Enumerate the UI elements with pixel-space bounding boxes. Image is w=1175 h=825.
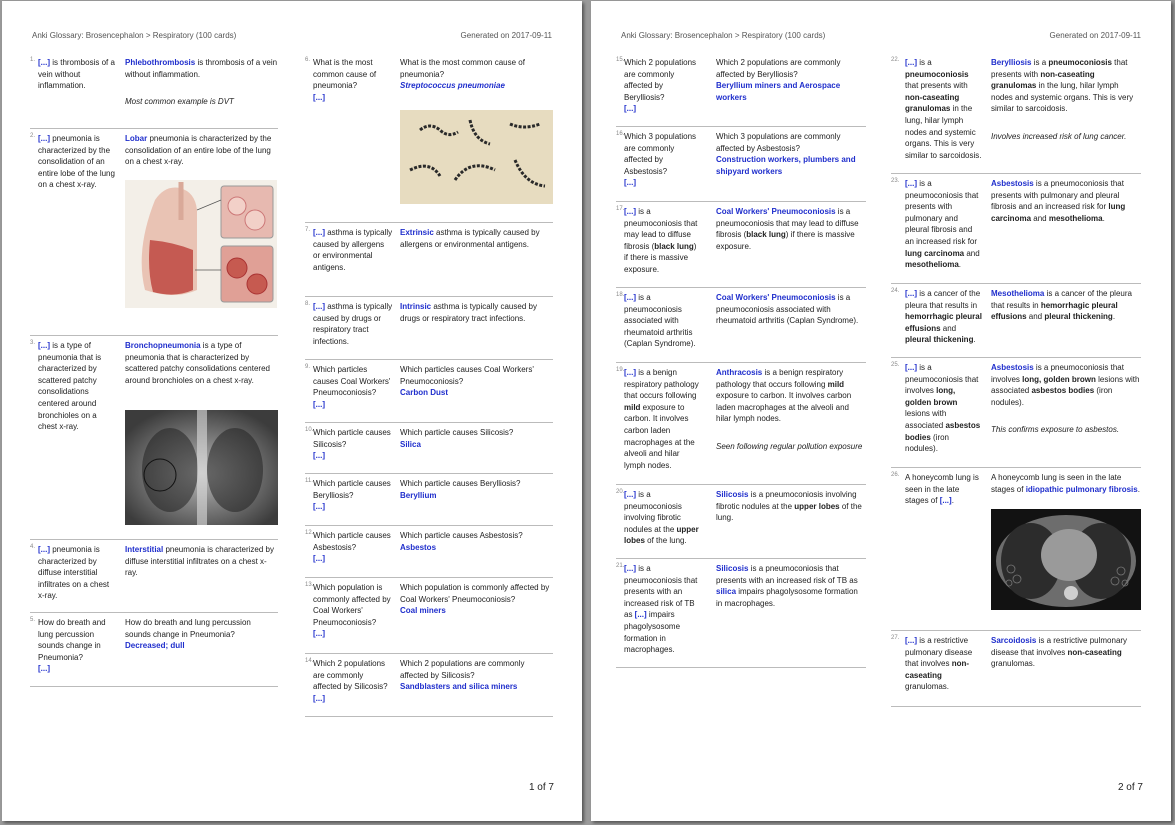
card-answer: Which particle causes Asbestosis? Asbestos [400,531,523,552]
card-answer: How do breath and lung percussion sounds change in Pneumonia? Decreased; dull [125,618,251,651]
card-answer: Which population is commonly affected by Coal Workers' Pneumoconiosis? Coal miners [400,583,550,616]
card-1 [30,53,278,129]
card-extra: This confirms exposure to asbestos. [991,425,1120,435]
card-16 [616,127,866,202]
card-question: [...] is a pneumoconiosis that presents with an increased risk of TB as [...] impairs phagolysosome formation in macrophages. [624,564,698,655]
card-question: Which 3 populations are commonly affected by Asbestosis? [...] [624,132,697,188]
lobar-pneumonia-illustration [125,180,277,308]
card-answer: Which 2 populations are commonly affected by Berylliosis? Beryllium miners and Aerospace workers [716,58,841,102]
card-number: 26. [891,472,900,478]
column-4 [891,53,1141,707]
card-extra: Involves increased risk of lung cancer. [991,131,1127,141]
card-number: 22. [891,57,900,63]
card-question: [...] is a type of pneumonia that is characterized by scattered patchy consolidations centered around bronchioles on a chest x-ray. [38,341,102,432]
card-13 [305,578,553,654]
card-question: [...] is a pneumoconiosis involving fibrotic nodules at the upper lobes of the lung. [624,490,699,546]
card-10 [305,423,553,474]
honeycomb-lung-ct-image [991,509,1141,610]
card-question: Which particles causes Coal Workers' Pneumoconiosis? [...] [313,365,391,409]
card-answer: Which particle causes Berylliosis? Beryllium [400,479,521,500]
header-generated: Generated on 2017-09-11 [1049,31,1141,40]
card-4 [30,540,278,613]
card-question: [...] is a pneumoconiosis that presents with pulmonary and pleural fibrosis and an increased risk for lung carcinoma and mesothelioma. [905,179,980,270]
card-number: 11. [305,478,313,484]
card-answer: Anthracosis is a benign respiratory pathology that occurs following mild exposure to carbon. It involves carbon laden macrophages at the alveoli and hilar lymph nodes. Seen following regular pollution exposure [716,367,866,453]
card-number: 2. [30,133,36,139]
card-answer: Lobar pneumonia is characterized by the consolidation of an entire lobe of the lung on a chest x-ray. [125,133,278,311]
card-number: 25. [891,362,900,368]
card-question: [...] pneumonia is characterized by diffuse interstitial infiltrates on a chest x-ray. [38,545,110,601]
card-answer: Mesothelioma is a cancer of the pleura that results in hemorrhagic pleural effusions and pleural thickening. [991,289,1132,322]
card-answer: Which particles causes Coal Workers' Pneumoconiosis? Carbon Dust [400,365,534,398]
card-question: [...] is a pneumoconiosis that presents with non-caseating granulomas in the lung, hilar lymph nodes and systemic organs. This is very similar to sarcoidosis. [905,58,982,160]
card-20 [616,485,866,559]
card-number: 1. [30,57,36,63]
header-title: Anki Glossary: Brosencephalon > Respiratory (100 cards) [621,31,826,40]
card-6 [305,53,553,223]
card-number: 21. [616,563,625,569]
card-answer: Silicosis is a pneumoconiosis involving fibrotic nodules at the upper lobes of the lung. [716,490,862,523]
card-question: Which 2 populations are commonly affected by Berylliosis? [...] [624,58,697,114]
card-question: [...] is a restrictive pulmonary disease that involves non-caseating granulomas. [905,636,973,692]
card-answer: Berylliosis is a pneumoconiosis that presents with non-caseating granulomas in the lung, hilar lymph nodes and systemic organs. This is very similar to sarcoidosis. Involves increased risk of lung cancer. [991,57,1141,143]
card-extra: Seen following regular pollution exposure [716,441,863,451]
card-answer: Coal Workers' Pneumoconiosis is a pneumoconiosis that may lead to diffuse fibrosis (black lung) if there is massive exposure. [716,207,859,251]
card-number: 4. [30,544,36,550]
card-number: 20. [616,489,625,495]
card-answer: Intrinsic asthma is typically caused by drugs or respiratory tract infections. [400,302,537,323]
card-answer: Interstitial pneumonia is characterized by diffuse interstitial infiltrates on a chest x-ray. [125,545,274,578]
card-question: Which 2 populations are commonly affected by Silicosis? [...] [313,659,388,703]
card-question: [...] pneumonia is characterized by the consolidation of an entire lobe of the lung on a chest x-ray. [38,134,115,190]
card-7 [305,223,553,297]
card-question: [...] is thrombosis of a vein without inflammation. [38,58,115,91]
card-answer: Coal Workers' Pneumoconiosis is a pneumoconiosis associated with rheumatoid arthritis (Caplan Syndrome). [716,293,859,326]
card-question: What is the most common cause of pneumonia? [...] [313,58,377,102]
card-answer: Sarcoidosis is a restrictive pulmonary disease that involves non-caseating granulomas. [991,636,1128,669]
card-question: [...] is a benign respiratory pathology that occurs following mild exposure to carbon. It involves carbon laden macrophages at the alveoli and hilar lymph nodes. [624,368,699,470]
card-question: How do breath and lung percussion sounds change in Pneumonia? [...] [38,618,106,674]
card-number: 8. [305,301,311,307]
card-14 [305,654,553,717]
card-question: Which particle causes Silicosis? [...] [313,428,391,461]
card-extra: Most common example is DVT [125,97,234,107]
page-number: 2 of 7 [1117,782,1143,793]
card-18 [616,288,866,363]
card-2 [30,129,278,336]
card-answer: Which 3 populations are commonly affected by Asbestosis? Construction workers, plumbers and shipyard workers [716,132,856,176]
chest-xray-image [125,410,278,525]
card-26 [891,468,1141,631]
card-number: 10. [305,427,314,433]
card-27 [891,631,1141,707]
card-answer: Silicosis is a pneumoconiosis that presents with an increased risk of TB as silica impairs phagolysosome formation in macrophages. [716,564,858,608]
card-question: [...] asthma is typically caused by drugs or respiratory tract infections. [313,302,393,346]
card-number: 14. [305,658,314,664]
column-1 [30,53,278,687]
card-question: [...] is a pneumoconiosis that involves long, golden brown lesions with associated asbestos bodies (iron nodules). [905,363,981,454]
card-25 [891,358,1141,468]
card-11 [305,474,553,526]
card-9 [305,360,553,423]
page-number: 1 of 7 [528,782,554,793]
card-22 [891,53,1141,174]
card-number: 27. [891,635,900,641]
card-number: 7. [305,227,311,233]
card-number: 23. [891,178,900,184]
card-21 [616,559,866,668]
card-number: 19. [616,367,625,373]
card-number: 18. [616,292,625,298]
card-number: 6. [305,57,311,63]
column-3 [616,53,866,668]
card-question: A honeycomb lung is seen in the late stages of [...]. [905,473,979,506]
card-5 [30,613,278,687]
card-number: 15. [616,57,625,63]
card-answer: Phlebothrombosis is thrombosis of a vein without inflammation. Most common example is DVT [125,58,278,107]
card-15 [616,53,866,127]
card-19 [616,363,866,485]
card-number: 24. [891,288,900,294]
card-answer: Asbestosis is a pneumoconiosis that involves long, golden brown lesions with associated asbestos bodies (iron nodules). This confirms exposure to asbestos. [991,363,1140,435]
card-question: [...] is a pneumoconiosis associated with rheumatoid arthritis (Caplan Syndrome). [624,293,696,349]
card-answer: Bronchopneumonia is a type of pneumonia that is characterized by scattered patchy consolidations centered around bronchioles on a chest x-ray. [125,340,278,529]
card-answer: Extrinsic asthma is typically caused by allergens or environmental antigens. [400,228,540,249]
card-answer: What is the most common cause of pneumonia? Streptococcus pneumoniae [400,57,553,207]
card-23 [891,174,1141,284]
card-number: 12. [305,530,314,536]
card-17 [616,202,866,288]
page-2 [591,1,1171,821]
card-answer: Asbestosis is a pneumoconiosis that presents with pulmonary and pleural fibrosis and an increased risk for lung carcinoma and mesothelioma. [991,179,1126,223]
card-answer: Which 2 populations are commonly affected by Silicosis? Sandblasters and silica miners [400,659,525,692]
card-answer: A honeycomb lung is seen in the late stages of idiopathic pulmonary fibrosis. [991,472,1141,614]
card-8 [305,297,553,360]
header-title: Anki Glossary: Brosencephalon > Respiratory (100 cards) [32,31,237,40]
card-question: [...] is a pneumoconiosis that may lead to diffuse fibrosis (black lung) if there is massive exposure. [624,207,698,274]
page-1 [2,1,582,821]
card-number: 3. [30,340,36,346]
streptococcus-microscopy-image [400,110,553,204]
card-3 [30,336,278,540]
card-number: 9. [305,364,311,370]
card-question: Which particle causes Berylliosis? [...] [313,479,391,512]
card-24 [891,284,1141,358]
card-number: 17. [616,206,625,212]
card-12 [305,526,553,578]
card-question: Which population is commonly affected by Coal Workers' Pneumoconiosis? [...] [313,583,391,639]
card-number: 16. [616,131,625,137]
card-question: [...] asthma is typically caused by allergens or environmental antigens. [313,228,393,272]
card-question: [...] is a cancer of the pleura that results in hemorrhagic pleural effusions and pleural thickening. [905,289,982,345]
card-number: 5. [30,617,36,623]
header-generated: Generated on 2017-09-11 [460,31,552,40]
column-2 [305,53,553,717]
card-question: Which particle causes Asbestosis? [...] [313,531,391,564]
card-number: 13. [305,582,314,588]
card-answer: Which particle causes Silicosis? Silica [400,428,514,449]
